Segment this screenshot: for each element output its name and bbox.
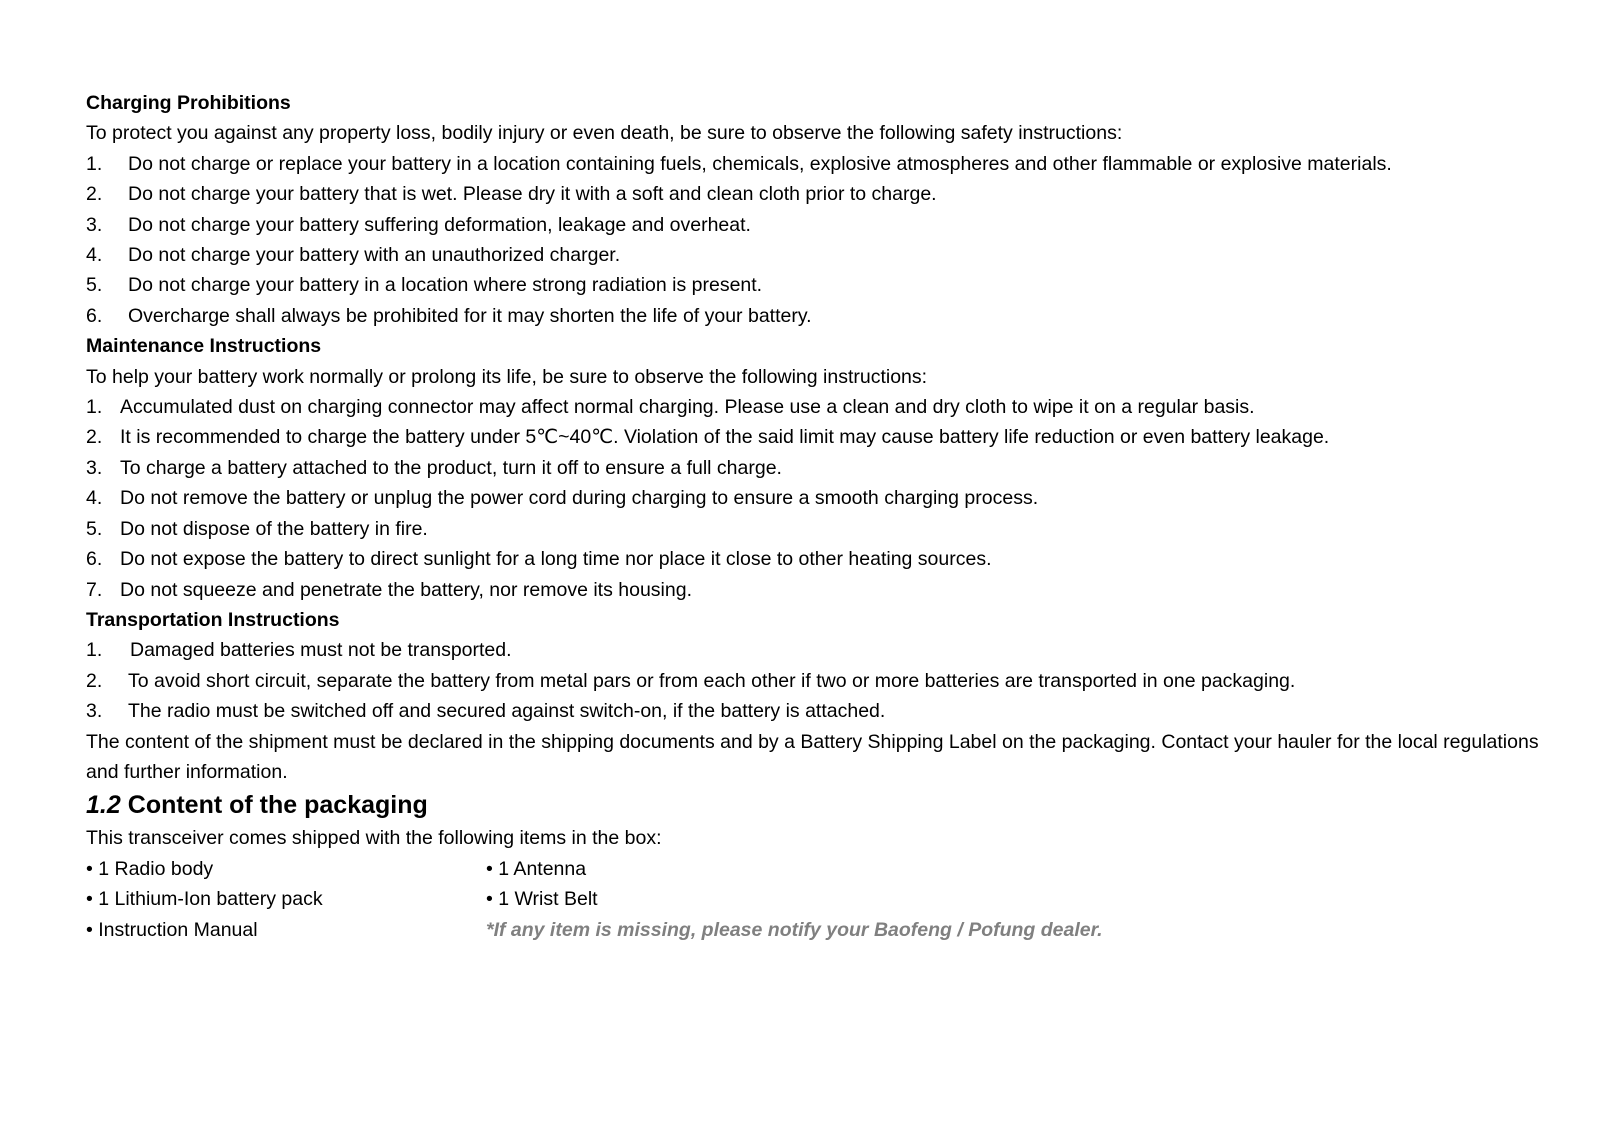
document-page: [86, 88, 1546, 945]
transportation-heading: Transportation Instructions: [86, 608, 340, 631]
packaging-item: • 1 Antenna: [486, 857, 587, 880]
packaging-intro: This transceiver comes shipped with the following items in the box:: [86, 827, 662, 850]
list-number: 4.: [86, 244, 103, 267]
list-number: 7.: [86, 578, 103, 601]
list-number: 5.: [86, 274, 103, 297]
list-text: Overcharge shall always be prohibited for it may shorten the life of your battery.: [128, 304, 812, 327]
list-number: 1.: [86, 396, 103, 419]
packaging-row: [86, 854, 1546, 884]
transportation-section: [86, 605, 1546, 787]
list-text: Do not remove the battery or unplug the power cord during charging to ensure a smooth charging process.: [120, 487, 1039, 510]
list-item: [86, 514, 1546, 544]
list-item: [86, 483, 1546, 513]
list-number: 3.: [86, 456, 103, 479]
list-text: It is recommended to charge the battery under 5℃~40℃. Violation of the said limit may cause battery life reduction or even battery leakage.: [120, 426, 1330, 449]
list-item: [86, 392, 1546, 422]
list-text: Do not charge your battery in a location where strong radiation is present.: [128, 274, 763, 297]
list-number: 2.: [86, 183, 103, 206]
list-text: Damaged batteries must not be transported.: [130, 639, 512, 662]
list-number: 6.: [86, 304, 103, 327]
charging-intro: To protect you against any property loss, bodily injury or even death, be sure to observe the following safety instructions:: [86, 122, 1123, 145]
list-number: 3.: [86, 700, 103, 723]
packaging-item: • 1 Wrist Belt: [486, 888, 598, 911]
charging-section: [86, 88, 1546, 331]
list-number: 1.: [86, 639, 103, 662]
list-number: 1.: [86, 152, 103, 175]
list-number: 5.: [86, 517, 103, 540]
maintenance-heading: Maintenance Instructions: [86, 335, 322, 358]
list-text: Do not squeeze and penetrate the battery, nor remove its housing.: [120, 578, 692, 601]
list-item: [86, 635, 1546, 665]
packaging-row: [86, 915, 1546, 945]
list-item: [86, 210, 1546, 240]
list-item: [86, 422, 1546, 452]
list-number: 2.: [86, 426, 103, 449]
list-item: [86, 575, 1546, 605]
list-item: [86, 179, 1546, 209]
list-item: [86, 544, 1546, 574]
section-title: [86, 789, 1546, 821]
list-text: Do not dispose of the battery in fire.: [120, 517, 428, 540]
list-text: Do not charge your battery that is wet. Please dry it with a soft and clean cloth prior to charge.: [128, 183, 937, 206]
packaging-row: [86, 884, 1546, 914]
list-text: Do not charge your battery suffering deformation, leakage and overheat.: [128, 213, 751, 236]
list-text: Do not expose the battery to direct sunlight for a long time nor place it close to other heating sources.: [120, 548, 992, 571]
list-item: [86, 270, 1546, 300]
list-item: [86, 696, 1546, 726]
section-number: 1.2: [86, 791, 121, 820]
list-item: [86, 666, 1546, 696]
list-text: The radio must be switched off and secured against switch-on, if the battery is attached.: [128, 700, 886, 723]
list-item: [86, 453, 1546, 483]
list-item: [86, 149, 1546, 179]
maintenance-section: [86, 331, 1546, 605]
list-number: 6.: [86, 548, 103, 571]
packaging-item: • 1 Lithium-Ion battery pack: [86, 888, 323, 911]
list-number: 3.: [86, 213, 103, 236]
packaging-section: [86, 789, 1546, 945]
list-text: Accumulated dust on charging connector may affect normal charging. Please use a clean and dry cloth to wipe it on a regular basis.: [120, 396, 1255, 419]
section-title-text: Content of the packaging: [127, 791, 428, 820]
list-number: 4.: [86, 487, 103, 510]
transportation-note: The content of the shipment must be declared in the shipping documents and by a Battery Shipping Label on the packaging. Contact your hauler for the local regulations and further information.: [86, 730, 1539, 783]
list-text: Do not charge or replace your battery in a location containing fuels, chemicals, explosive atmospheres and other flammable or explosive materials.: [128, 152, 1392, 175]
list-number: 2.: [86, 669, 103, 692]
list-item: [86, 301, 1546, 331]
missing-item-note: *If any item is missing, please notify your Baofeng / Pofung dealer.: [486, 918, 1103, 941]
maintenance-intro: To help your battery work normally or prolong its life, be sure to observe the following instructions:: [86, 365, 928, 388]
list-item: [86, 240, 1546, 270]
packaging-item: • Instruction Manual: [86, 918, 258, 941]
list-text: To charge a battery attached to the product, turn it off to ensure a full charge.: [120, 456, 782, 479]
charging-heading: Charging Prohibitions: [86, 92, 291, 114]
packaging-item: • 1 Radio body: [86, 857, 214, 880]
list-text: Do not charge your battery with an unauthorized charger.: [128, 244, 621, 267]
list-text: To avoid short circuit, separate the battery from metal pars or from each other if two or more batteries are transported in one packaging.: [128, 669, 1296, 692]
